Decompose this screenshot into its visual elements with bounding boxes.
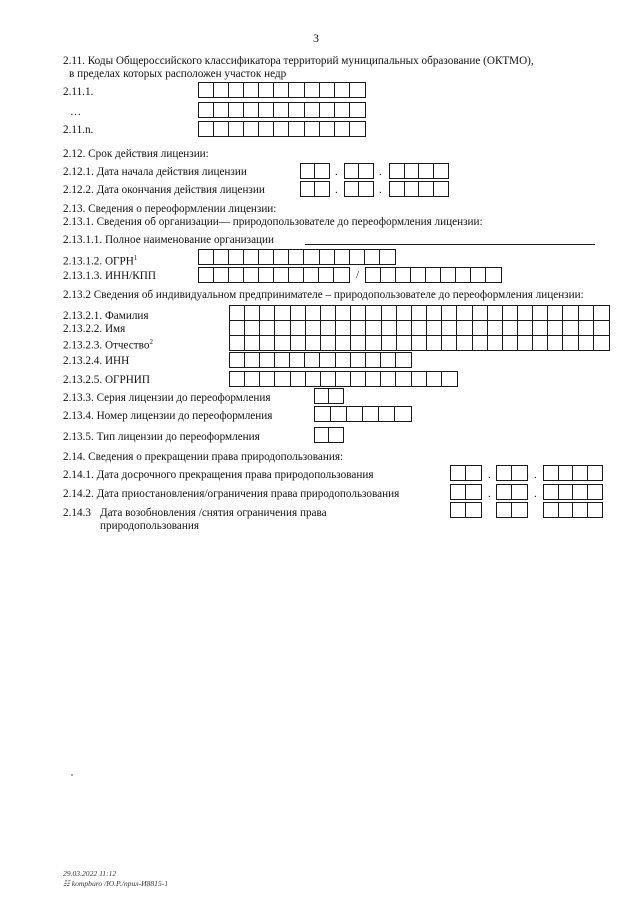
input-cell[interactable] [390, 182, 405, 196]
input-cell[interactable] [335, 250, 350, 264]
input-cell[interactable] [488, 321, 503, 335]
input-cell[interactable] [351, 306, 366, 320]
input-cell[interactable] [548, 321, 563, 335]
input-cell[interactable] [259, 268, 274, 282]
patronymic-label-text: 2.13.2.3. Отчество [63, 339, 150, 352]
section-2-11-title: 2.11. Коды Общероссийского классификатора территорий муниципальных образование (ОКТМО), [63, 55, 534, 67]
input-cell[interactable] [412, 306, 427, 320]
input-cell[interactable] [559, 503, 574, 517]
input-cell[interactable] [457, 336, 472, 350]
input-cell[interactable] [274, 122, 289, 136]
page-number: 3 [313, 31, 319, 45]
input-cell[interactable] [544, 503, 559, 517]
input-cell[interactable] [382, 336, 397, 350]
input-cell[interactable] [336, 372, 351, 386]
input-cell[interactable] [466, 485, 481, 499]
date-separator: . [379, 166, 382, 178]
input-cell[interactable] [244, 122, 259, 136]
license-number-cells[interactable] [314, 406, 412, 422]
oktmo-ellipsis: … [70, 106, 82, 118]
ip-inn-cells[interactable] [229, 352, 412, 368]
input-cell[interactable] [427, 321, 442, 335]
oktmo-row-1-label: 2.11.1. [63, 86, 94, 98]
input-cell[interactable] [315, 389, 329, 403]
resumption-day[interactable] [450, 502, 482, 518]
input-cell[interactable] [321, 372, 336, 386]
input-cell[interactable] [533, 321, 548, 335]
input-cell[interactable] [396, 372, 411, 386]
input-cell[interactable] [366, 306, 381, 320]
input-cell[interactable] [274, 103, 289, 117]
input-cell[interactable] [380, 250, 395, 264]
input-cell[interactable] [229, 250, 244, 264]
input-cell[interactable] [301, 164, 315, 178]
input-cell[interactable] [345, 182, 359, 196]
input-cell[interactable] [405, 164, 420, 178]
input-cell[interactable] [336, 353, 351, 367]
input-cell[interactable] [329, 428, 343, 442]
input-cell[interactable] [434, 164, 449, 178]
input-cell[interactable] [573, 466, 588, 480]
input-cell[interactable] [259, 83, 274, 97]
input-cell[interactable] [488, 336, 503, 350]
input-cell[interactable] [199, 268, 214, 282]
input-cell[interactable] [305, 103, 320, 117]
input-cell[interactable] [411, 268, 426, 282]
input-cell[interactable] [274, 250, 289, 264]
input-cell[interactable] [512, 503, 527, 517]
ip-inn-label: 2.13.2.4. ИНН [63, 355, 130, 367]
early-termination-label: 2.14.1. Дата досрочного прекращения права природопользования [63, 469, 374, 481]
footer-file-icon: ☷ [63, 879, 72, 888]
input-cell[interactable] [442, 372, 457, 386]
input-cell[interactable] [466, 466, 481, 480]
input-cell[interactable] [451, 485, 466, 499]
date-separator: . [335, 166, 338, 178]
section-2-13-title: 2.13. Сведения о переоформлении лицензии: [63, 203, 277, 215]
input-cell[interactable] [260, 372, 275, 386]
license-start-month[interactable] [344, 163, 374, 179]
input-cell[interactable] [245, 321, 260, 335]
input-cell[interactable] [335, 83, 350, 97]
input-cell[interactable] [573, 485, 588, 499]
oktmo-row-n-label: 2.11.n. [63, 124, 94, 136]
input-cell[interactable] [334, 268, 349, 282]
input-cell[interactable] [426, 268, 441, 282]
suspension-label: 2.14.2. Дата приостановления/ограничения права природопользования [63, 488, 400, 500]
input-cell[interactable] [594, 336, 609, 350]
date-separator: . [534, 469, 537, 481]
input-cell[interactable] [259, 122, 274, 136]
input-cell[interactable] [214, 268, 229, 282]
footer-timestamp: 29.03.2022 11:12 [63, 869, 117, 878]
input-cell[interactable] [359, 182, 373, 196]
input-cell[interactable] [321, 306, 336, 320]
patronymic-label [63, 336, 153, 353]
input-cell[interactable] [381, 268, 396, 282]
input-cell[interactable] [291, 321, 306, 335]
ogrn-footnote-mark: 1 [133, 254, 138, 262]
inn-kpp-slash: / [356, 269, 360, 281]
suspension-day[interactable] [450, 484, 482, 500]
input-cell[interactable] [427, 372, 442, 386]
input-cell[interactable] [518, 306, 533, 320]
license-series-cells[interactable] [314, 388, 344, 404]
input-cell[interactable] [473, 321, 488, 335]
input-cell[interactable] [319, 268, 334, 282]
ogrn-cells[interactable] [198, 249, 396, 265]
input-cell[interactable] [442, 321, 457, 335]
section-2-13-2-title: 2.13.2 Сведения об индивидуальном предпринимателе – природопользователе до переоформления лицензии: [63, 289, 584, 301]
input-cell[interactable] [289, 250, 304, 264]
input-cell[interactable] [229, 122, 244, 136]
input-cell[interactable] [419, 182, 434, 196]
org-kpp-cells[interactable] [365, 267, 502, 283]
oktmo-row-n-cells[interactable] [198, 121, 366, 137]
input-cell[interactable] [335, 103, 350, 117]
input-cell[interactable] [427, 306, 442, 320]
input-cell[interactable] [244, 268, 259, 282]
input-cell[interactable] [245, 372, 260, 386]
input-cell[interactable] [321, 336, 336, 350]
input-cell[interactable] [230, 336, 245, 350]
input-cell[interactable] [548, 306, 563, 320]
input-cell[interactable] [289, 268, 304, 282]
input-cell[interactable] [336, 306, 351, 320]
input-cell[interactable] [473, 306, 488, 320]
input-cell[interactable] [306, 372, 321, 386]
license-type-cells[interactable] [314, 427, 344, 443]
input-cell[interactable] [382, 306, 397, 320]
input-cell[interactable] [497, 503, 512, 517]
ogrnip-label: 2.13.2.5. ОГРНИП [63, 374, 150, 386]
input-cell[interactable] [305, 353, 320, 367]
input-cell[interactable] [559, 466, 574, 480]
input-cell[interactable] [442, 336, 457, 350]
input-cell[interactable] [320, 353, 335, 367]
input-cell[interactable] [503, 306, 518, 320]
input-cell[interactable] [351, 336, 366, 350]
section-2-12-title: 2.12. Срок действия лицензии: [63, 148, 209, 160]
input-cell[interactable] [230, 353, 245, 367]
oktmo-row-1-cells[interactable] [198, 82, 366, 98]
oktmo-row-mid-cells[interactable] [198, 102, 366, 118]
early-termination-month[interactable] [496, 465, 528, 481]
input-cell[interactable] [230, 321, 245, 335]
section-2-14-title: 2.14. Сведения о прекращении права природопользования: [63, 451, 344, 463]
input-cell[interactable] [381, 372, 396, 386]
input-cell[interactable] [275, 353, 290, 367]
input-cell[interactable] [379, 407, 395, 421]
input-cell[interactable] [336, 336, 351, 350]
input-cell[interactable] [244, 250, 259, 264]
input-cell[interactable] [260, 336, 275, 350]
date-separator: . [335, 184, 338, 196]
license-series-label: 2.13.3. Серия лицензии до переоформления [63, 392, 271, 404]
input-cell[interactable] [260, 353, 275, 367]
input-cell[interactable] [260, 321, 275, 335]
input-cell[interactable] [275, 372, 290, 386]
input-cell[interactable] [351, 321, 366, 335]
input-cell[interactable] [199, 103, 214, 117]
input-cell[interactable] [442, 306, 457, 320]
license-start-label: 2.12.1. Дата начала действия лицензии [63, 166, 247, 178]
input-cell[interactable] [457, 306, 472, 320]
suspension-month[interactable] [496, 484, 528, 500]
footer-file-text: kompburo /Ю.Р./прил-И8815-1 [71, 879, 169, 888]
org-name-label: 2.13.1.1. Полное наименование организации [63, 234, 275, 246]
input-cell[interactable] [563, 321, 578, 335]
input-cell[interactable] [412, 372, 427, 386]
date-separator: . [379, 184, 382, 196]
input-cell[interactable] [350, 250, 365, 264]
input-cell[interactable] [291, 336, 306, 350]
input-cell[interactable] [214, 122, 229, 136]
input-cell[interactable] [321, 321, 336, 335]
input-cell[interactable] [366, 268, 381, 282]
input-cell[interactable] [441, 268, 456, 282]
input-cell[interactable] [594, 306, 609, 320]
ogrn-label-text: 2.13.1.2. ОГРН [63, 255, 134, 268]
input-cell[interactable] [518, 321, 533, 335]
input-cell[interactable] [289, 83, 304, 97]
resumption-year[interactable] [543, 502, 603, 518]
input-cell[interactable] [579, 321, 594, 335]
input-cell[interactable] [244, 83, 259, 97]
ogrn-label [63, 252, 137, 269]
input-cell[interactable] [365, 250, 380, 264]
surname-label: 2.13.2.1. Фамилия [63, 310, 149, 322]
input-cell[interactable] [320, 83, 335, 97]
input-cell[interactable] [315, 407, 331, 421]
input-cell[interactable] [382, 321, 397, 335]
input-cell[interactable] [315, 182, 329, 196]
input-cell[interactable] [320, 122, 335, 136]
input-cell[interactable] [456, 268, 471, 282]
input-cell[interactable] [230, 372, 245, 386]
resumption-label-line2: природопользования [100, 520, 200, 532]
input-cell[interactable] [260, 306, 275, 320]
input-cell[interactable] [214, 103, 229, 117]
input-cell[interactable] [381, 353, 396, 367]
input-cell[interactable] [473, 336, 488, 350]
input-cell[interactable] [419, 164, 434, 178]
resumption-month[interactable] [496, 502, 528, 518]
input-cell[interactable] [320, 103, 335, 117]
input-cell[interactable] [548, 336, 563, 350]
input-cell[interactable] [304, 250, 319, 264]
input-cell[interactable] [229, 268, 244, 282]
resumption-number: 2.14.3 [63, 507, 91, 519]
input-cell[interactable] [230, 306, 245, 320]
input-cell[interactable] [512, 485, 527, 499]
input-cell[interactable] [306, 321, 321, 335]
input-cell[interactable] [544, 466, 559, 480]
input-cell[interactable] [396, 268, 411, 282]
input-cell[interactable] [275, 321, 290, 335]
input-cell[interactable] [329, 389, 343, 403]
license-number-label: 2.13.4. Номер лицензии до переоформления [63, 410, 273, 422]
input-cell[interactable] [397, 336, 412, 350]
input-cell[interactable] [291, 306, 306, 320]
input-cell[interactable] [363, 407, 379, 421]
org-name-line[interactable] [305, 244, 595, 245]
input-cell[interactable] [350, 103, 365, 117]
input-cell[interactable] [275, 306, 290, 320]
early-termination-day[interactable] [450, 465, 482, 481]
license-end-month[interactable] [344, 181, 374, 197]
input-cell[interactable] [573, 503, 588, 517]
input-cell[interactable] [397, 306, 412, 320]
input-cell[interactable] [199, 83, 214, 97]
input-cell[interactable] [289, 103, 304, 117]
input-cell[interactable] [315, 164, 329, 178]
input-cell[interactable] [245, 336, 260, 350]
input-cell[interactable] [275, 336, 290, 350]
input-cell[interactable] [214, 83, 229, 97]
input-cell[interactable] [245, 306, 260, 320]
input-cell[interactable] [434, 182, 449, 196]
input-cell[interactable] [559, 485, 574, 499]
input-cell[interactable] [518, 336, 533, 350]
patronymic-footnote-mark: 2 [149, 338, 153, 346]
input-cell[interactable] [366, 372, 381, 386]
name-cells[interactable] [229, 320, 610, 336]
input-cell[interactable] [245, 353, 260, 367]
input-cell[interactable] [199, 250, 214, 264]
input-cell[interactable] [588, 466, 603, 480]
input-cell[interactable] [301, 182, 315, 196]
input-cell[interactable] [533, 306, 548, 320]
input-cell[interactable] [350, 122, 365, 136]
input-cell[interactable] [229, 103, 244, 117]
input-cell[interactable] [305, 83, 320, 97]
input-cell[interactable] [544, 485, 559, 499]
input-cell[interactable] [359, 164, 373, 178]
resumption-label-line1: Дата возобновления /снятия ограничения права [100, 507, 327, 519]
section-2-11-subtitle: в пределах которых расположен участок недр [69, 68, 287, 80]
input-cell[interactable] [199, 122, 214, 136]
input-cell[interactable] [306, 336, 321, 350]
input-cell[interactable] [244, 103, 259, 117]
input-cell[interactable] [274, 268, 289, 282]
org-inn-cells[interactable] [198, 267, 350, 283]
early-termination-year[interactable] [543, 465, 603, 481]
footer-file-ref [63, 879, 168, 888]
input-cell[interactable] [291, 372, 306, 386]
input-cell[interactable] [395, 407, 411, 421]
input-cell[interactable] [290, 353, 305, 367]
input-cell[interactable] [259, 250, 274, 264]
license-start-day[interactable] [300, 163, 330, 179]
license-end-day[interactable] [300, 181, 330, 197]
input-cell[interactable] [259, 103, 274, 117]
input-cell[interactable] [457, 321, 472, 335]
input-cell[interactable] [497, 485, 512, 499]
input-cell[interactable] [594, 321, 609, 335]
input-cell[interactable] [405, 182, 420, 196]
input-cell[interactable] [214, 250, 229, 264]
input-cell[interactable] [336, 321, 351, 335]
input-cell[interactable] [366, 336, 381, 350]
input-cell[interactable] [503, 321, 518, 335]
input-cell[interactable] [305, 122, 320, 136]
input-cell[interactable] [347, 407, 363, 421]
input-cell[interactable] [397, 321, 412, 335]
surname-cells[interactable] [229, 305, 610, 321]
input-cell[interactable] [471, 268, 486, 282]
inn-kpp-label: 2.13.1.3. ИНН/КПП [63, 270, 156, 282]
ogrnip-cells[interactable] [229, 371, 458, 387]
input-cell[interactable] [588, 503, 603, 517]
input-cell[interactable] [412, 321, 427, 335]
input-cell[interactable] [304, 268, 319, 282]
scan-speck [71, 774, 73, 776]
input-cell[interactable] [350, 83, 365, 97]
input-cell[interactable] [503, 336, 518, 350]
input-cell[interactable] [366, 353, 381, 367]
input-cell[interactable] [396, 353, 411, 367]
license-type-label: 2.13.5. Тип лицензии до переоформления [63, 431, 260, 443]
input-cell[interactable] [315, 428, 329, 442]
input-cell[interactable] [390, 164, 405, 178]
input-cell[interactable] [488, 306, 503, 320]
patronymic-cells[interactable] [229, 335, 610, 351]
input-cell[interactable] [331, 407, 347, 421]
input-cell[interactable] [320, 250, 335, 264]
input-cell[interactable] [306, 306, 321, 320]
input-cell[interactable] [351, 353, 366, 367]
input-cell[interactable] [497, 466, 512, 480]
input-cell[interactable] [563, 336, 578, 350]
input-cell[interactable] [427, 336, 442, 350]
input-cell[interactable] [451, 466, 466, 480]
input-cell[interactable] [412, 336, 427, 350]
section-2-13-1-title: 2.13.1. Сведения об организации— природопользователе до переоформления лицензии: [63, 216, 483, 228]
input-cell[interactable] [351, 372, 366, 386]
input-cell[interactable] [579, 336, 594, 350]
date-separator: . [488, 488, 491, 500]
date-separator: . [488, 469, 491, 481]
input-cell[interactable] [533, 336, 548, 350]
date-separator: . [534, 488, 537, 500]
suspension-year[interactable] [543, 484, 603, 500]
license-end-label: 2.12.2. Дата окончания действия лицензии [63, 184, 265, 196]
license-end-year[interactable] [389, 181, 449, 197]
input-cell[interactable] [335, 122, 350, 136]
input-cell[interactable] [366, 321, 381, 335]
input-cell[interactable] [229, 83, 244, 97]
input-cell[interactable] [345, 164, 359, 178]
input-cell[interactable] [579, 306, 594, 320]
input-cell[interactable] [466, 503, 481, 517]
license-start-year[interactable] [389, 163, 449, 179]
name-label: 2.13.2.2. Имя [63, 323, 126, 335]
input-cell[interactable] [563, 306, 578, 320]
input-cell[interactable] [486, 268, 501, 282]
input-cell[interactable] [451, 503, 466, 517]
input-cell[interactable] [289, 122, 304, 136]
input-cell[interactable] [512, 466, 527, 480]
input-cell[interactable] [274, 83, 289, 97]
input-cell[interactable] [588, 485, 603, 499]
